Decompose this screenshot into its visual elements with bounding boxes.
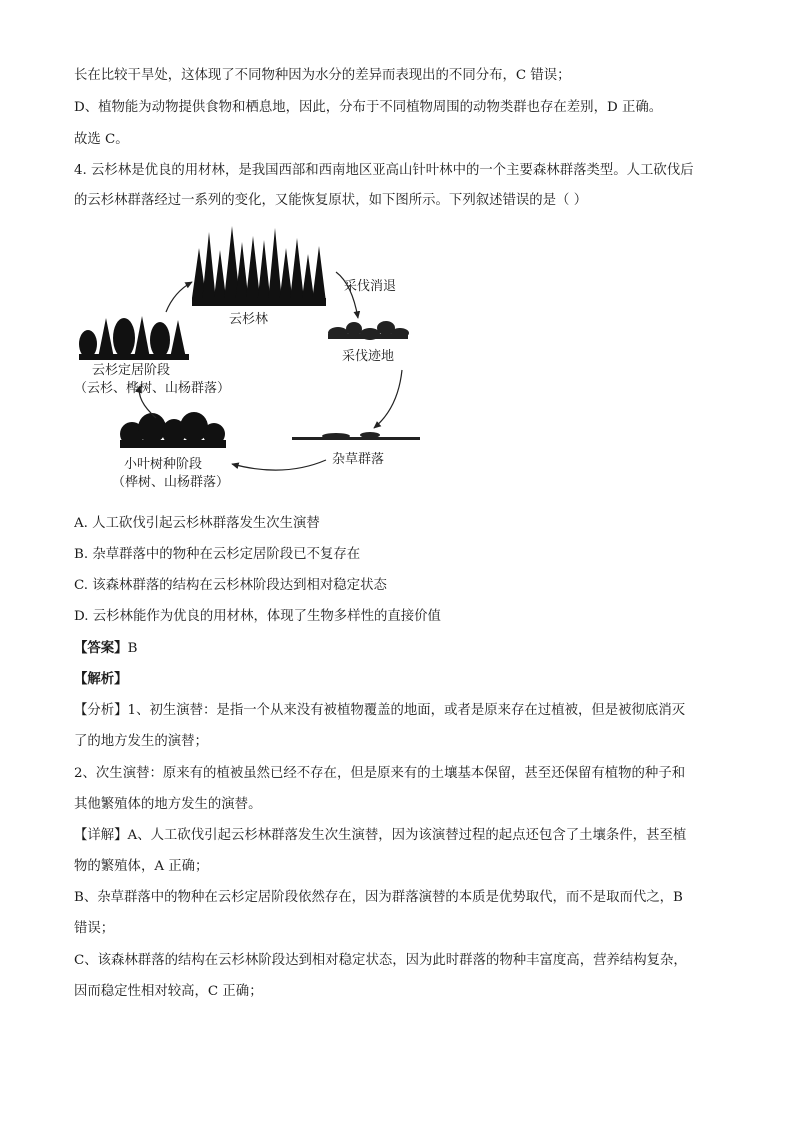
explanation-line: 【详解】A、人工砍伐引起云杉林群落发生次生演替，因为该演替过程的起点还包含了土壤条件，甚至植: [74, 828, 687, 843]
weed-community-illustration: [292, 432, 420, 440]
option-a: A. 人工砍伐引起云杉林群落发生次生演替: [74, 516, 320, 531]
spruce-forest-label: 云杉林: [229, 312, 269, 327]
option-b: B. 杂草群落中的物种在云杉定居阶段已不复存在: [74, 547, 361, 562]
spruce-forest-illustration: [192, 226, 326, 306]
answer-line: [74, 638, 734, 659]
arrow-settle-to-forest: [166, 282, 192, 312]
question-stem: 4. 云杉林是优良的用材林，是我国西部和西南地区亚高山针叶林中的一个主要森林群落类型。人工砍伐后: [74, 163, 694, 178]
spruce-settle-sublabel: （云杉、桦树、山杨群落）: [74, 381, 231, 396]
arrow-logged-to-weed: [374, 370, 402, 428]
explanation-line: 其他繁殖体的地方发生的演替。: [74, 797, 262, 812]
question-stem: 的云杉林群落经过一系列的变化，又能恢复原状，如下图所示。下列叙述错误的是（ ）: [74, 193, 588, 208]
spruce-settle-label: 云杉定居阶段: [92, 363, 171, 378]
text-line: D、植物能为动物提供食物和栖息地，因此，分布于不同植物周围的动物类群也存在差别，D 正确。: [74, 100, 663, 115]
text-line: 故选 C。: [74, 132, 129, 147]
text-line: 长在比较干旱处，这体现了不同物种因为水分的差异而表现出的不同分布，C 错误；: [74, 68, 571, 83]
explanation-line: 错误；: [74, 921, 115, 936]
explanation-line: C、该森林群落的结构在云杉林阶段达到相对稳定状态，因为此时群落的物种丰富度高，营养结构复杂，: [74, 953, 687, 968]
explanation-line: 物的繁殖体，A 正确；: [74, 859, 209, 874]
succession-cycle-diagram: [74, 220, 434, 505]
explanation-line: 因而稳定性相对较高，C 正确；: [74, 984, 263, 999]
option-d: D. 云杉林能作为优良的用材林，体现了生物多样性的直接价值: [74, 609, 441, 624]
explanation-line: 了的地方发生的演替；: [74, 734, 208, 749]
arrow-weed-to-smallleaf: [232, 460, 326, 470]
answer-value: B: [127, 641, 138, 656]
logged-land-label: 采伐迹地: [342, 349, 395, 364]
analysis-title: 【解析】: [74, 671, 128, 687]
logged-land-illustration: [328, 321, 409, 340]
spruce-settle-illustration: [79, 316, 189, 360]
explanation-line: 2、次生演替：原来有的植被虽然已经不存在，但是原来有的土壤基本保留，甚至还保留有植物的种子和: [74, 766, 686, 781]
option-c: C. 该森林群落的结构在云杉林阶段达到相对稳定状态: [74, 578, 387, 593]
explanation-line: 【分析】1、初生演替：是指一个从来没有被植物覆盖的地面，或者是原来存在过植被，但是被彻底消灭: [74, 703, 686, 718]
small-leaf-trees-illustration: [120, 412, 226, 448]
weed-community-label: 杂草群落: [332, 452, 385, 467]
small-leaf-stage-label: 小叶树种阶段: [124, 457, 203, 472]
answer-label: 【答案】: [74, 640, 128, 656]
explanation-line: B、杂草群落中的物种在云杉定居阶段依然存在，因为群落演替的本质是优势取代，而不是取而代之，B: [74, 890, 683, 905]
small-leaf-stage-sublabel: （桦树、山杨群落）: [112, 475, 230, 490]
logging-fade-label: 采伐消退: [344, 279, 397, 294]
